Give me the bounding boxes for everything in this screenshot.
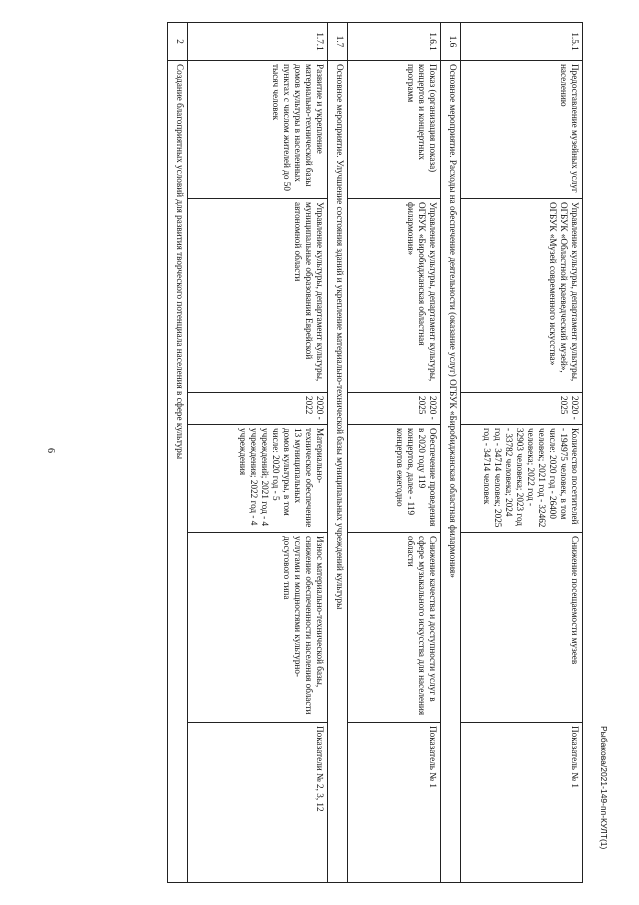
table-section-row [328,23,348,883]
non-implementation-consequence: Снижение качества и доступности услуг в сфере музыкального искусства для населения области [348,533,441,723]
indicator: Показатели № 2, 3, 12 [188,723,328,883]
indicator: Показатель № 1 [461,723,583,883]
period: 2020 - 2025 [348,393,441,425]
expected-result: Обеспечение проведения в 2020 году 119 концертов, далее - 119 концертов ежегодно [348,425,441,533]
section-number: 1.6 [441,23,461,61]
page-number: 6 [45,448,56,453]
period: 2020 - 2022 [188,393,328,425]
section-number: 1.7 [328,23,348,61]
expected-result: Материально-техническое обеспечение 13 муниципальных домов культуры, в том числе: 2020 год - 5 учреждений; 2021 год - 4 учреждения; 2022 год - 4 учреждения [188,425,328,533]
table-section-row [441,23,461,883]
document-code: Рыбакова/2021-149-пп-КУЛТ(1) [599,726,609,850]
row-number: 1.6.1 [348,23,441,61]
table-row [461,23,583,883]
row-number: 1.5.1 [461,23,583,61]
period: 2020 - 2025 [461,393,583,425]
section-title: Создание благоприятных условий для развития творческого потенциала населения в сфере культуры [168,61,188,883]
measure-name: Показ (организация показа) концертов и концертных программ [348,61,441,199]
indicator: Показатель № 1 [348,723,441,883]
measure-name: Предоставление музейных услуг населению [461,61,583,199]
measures-table [167,22,583,883]
non-implementation-consequence: Износ материально-технической базы, снижение обеспеченности населения области услугами и мощностями культурно-досугового типа [188,533,328,723]
non-implementation-consequence: Снижение посещаемости музеев [461,533,583,723]
expected-result: Количество посетителей - 194975 человек, в том числе: 2020 год - 26400 человек; 2021 год - 32462 человека; 2022 год - 32903 человека; 2023 год - 33782 человека; 2024 год - 34714 человек; 2025 год - 34714 человек [461,425,583,533]
table-section-row [168,23,188,883]
section-number: 2 [168,23,188,61]
executor: Управление культуры, департамент культуры, ОГБУК «Биробиджанская областная филармония» [348,199,441,393]
row-number: 1.7.1 [188,23,328,61]
section-title: Основное мероприятие. Улучшение состояния зданий и укрепление материально-технической базы муниципальных учреждений культуры [328,61,348,883]
executor: Управление культуры, департамент культуры, муниципальные образования Еврейской автономной области [188,199,328,393]
section-title: Основное мероприятие. Расходы на обеспечение деятельности (оказание услуг) ОГБУК «Биробиджанская областная филармония» [441,61,461,883]
executor: Управление культуры, департамент культуры, ОГБУК «Областной краеведческий музей», ОГБУК «Музей современного искусства» [461,199,583,393]
measure-name: Развитие и укрепление материально-технической базы домов культуры в населенных пунктах с числом жителей до 50 тысяч человек [188,61,328,199]
table-row [348,23,441,883]
table-row [188,23,328,883]
